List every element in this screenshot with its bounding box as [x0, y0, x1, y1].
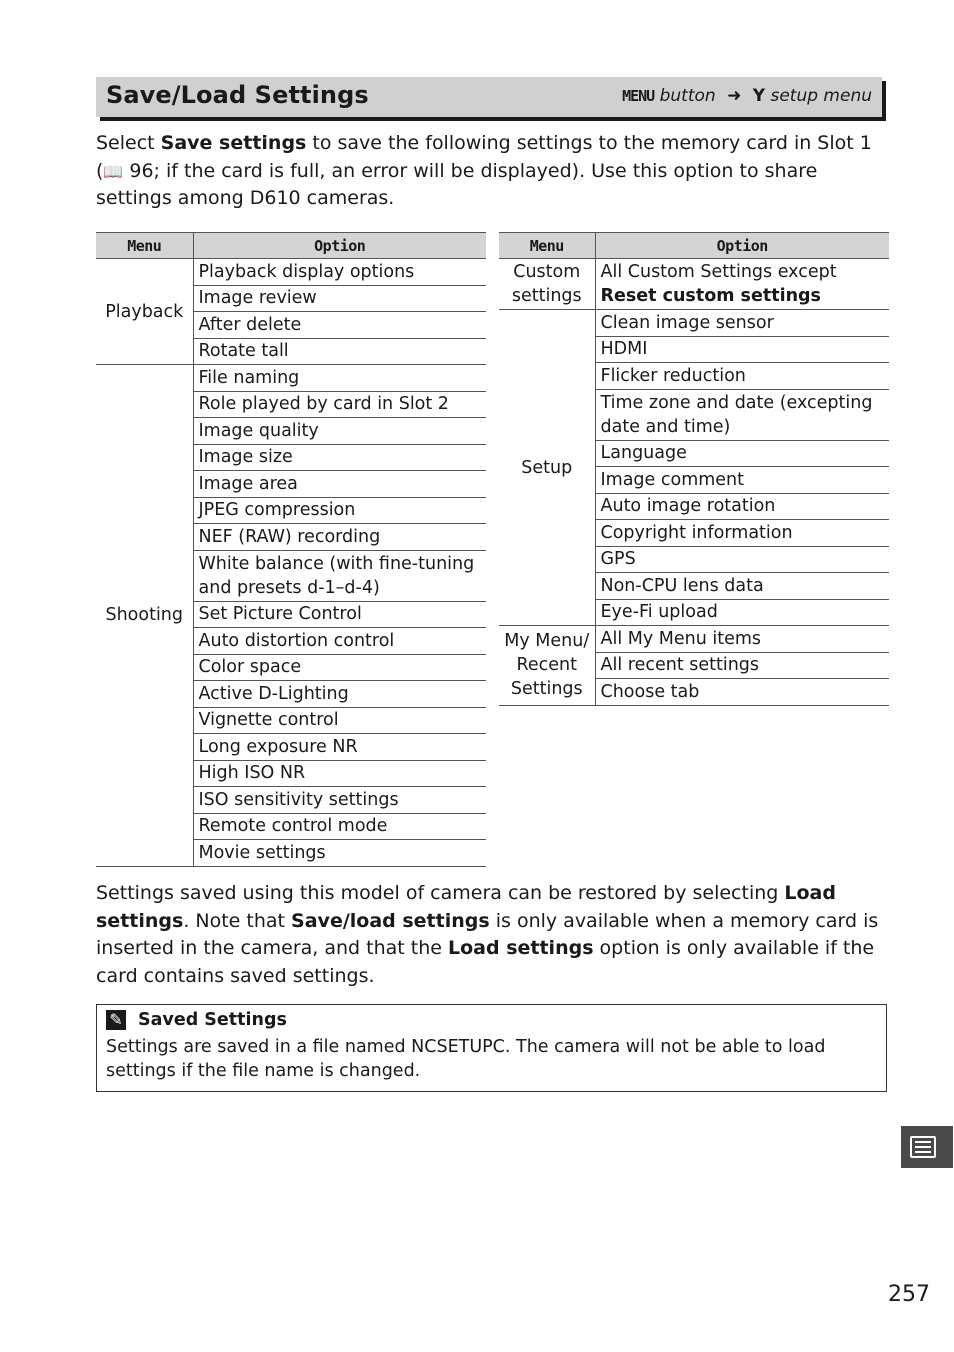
option-cell: Time zone and date (excepting date and time)	[595, 389, 889, 440]
menu-path	[622, 86, 872, 106]
arrow-icon: ➜	[727, 86, 742, 106]
option-cell: All My Menu items	[595, 626, 889, 653]
option-cell: Set Picture Control	[193, 601, 486, 628]
option-cell: High ISO NR	[193, 760, 486, 787]
option-cell: Remote control mode	[193, 813, 486, 840]
option-cell: Image size	[193, 444, 486, 471]
option-cell: Role played by card in Slot 2	[193, 391, 486, 418]
page-title: Save/Load Settings	[106, 81, 369, 109]
table-row	[96, 365, 486, 392]
menu-cell: Custom settings	[499, 259, 595, 310]
menu-cell: My Menu/ Recent Settings	[499, 626, 595, 706]
option-cell: Image area	[193, 471, 486, 498]
option-cell: Choose tab	[595, 679, 889, 706]
intro-paragraph: Select Save settings to save the following settings to the memory card in Slot 1 (📖 96; if the card is full, an error will be displayed). Use this option to share settings among D610 cameras.	[96, 132, 872, 209]
option-cell: HDMI	[595, 336, 889, 363]
table-row	[499, 310, 889, 337]
option-cell: Playback display options	[193, 259, 486, 286]
option-cell: After delete	[193, 312, 486, 339]
menu-button-label: MENU	[622, 87, 655, 105]
note-body: Settings are saved in a file named NCSETUPC. The camera will not be able to load settings if the file name is changed.	[106, 1037, 826, 1081]
option-cell: GPS	[595, 546, 889, 573]
option-cell: Movie settings	[193, 840, 486, 867]
column-header-menu: Menu	[96, 233, 193, 259]
option-cell: Rotate tall	[193, 338, 486, 365]
option-cell: Eye-Fi upload	[595, 599, 889, 626]
option-cell: Auto image rotation	[595, 493, 889, 520]
column-header-option: Option	[595, 233, 889, 259]
option-cell: Long exposure NR	[193, 734, 486, 761]
menu-cell: Shooting	[96, 365, 193, 867]
book-icon: 📖	[103, 161, 124, 181]
option-cell: Active D-Lighting	[193, 681, 486, 708]
option-cell: All recent settings	[595, 652, 889, 679]
option-cell: White balance (with fine-tuning and presets d-1–d-4)	[193, 550, 486, 601]
option-cell: Vignette control	[193, 707, 486, 734]
column-header-option: Option	[193, 233, 486, 259]
option-cell: Clean image sensor	[595, 310, 889, 337]
column-header-menu: Menu	[499, 233, 595, 259]
settings-table-right	[499, 232, 889, 706]
outro-paragraph: Settings saved using this model of camera can be restored by selecting Load settings. Note that Save/load settings is only available when a memory card is inserted in the camera, and that the Load settings option is only available if the card contains saved settings.	[96, 882, 879, 987]
settings-table-left	[96, 232, 486, 867]
option-cell: Image quality	[193, 418, 486, 445]
option-cell: Image comment	[595, 467, 889, 494]
wrench-icon: Y	[752, 86, 766, 106]
note-title: Saved Settings	[138, 1010, 287, 1030]
option-cell: Flicker reduction	[595, 363, 889, 390]
setup-menu-label: setup menu	[770, 86, 872, 106]
option-cell: Non-CPU lens data	[595, 573, 889, 600]
pencil-icon: ✎	[106, 1010, 126, 1030]
option-cell: Copyright information	[595, 520, 889, 547]
note-box	[96, 1004, 887, 1092]
button-word: button	[659, 86, 716, 106]
table-row	[499, 259, 889, 310]
option-cell: File naming	[193, 365, 486, 392]
section-header	[96, 77, 882, 117]
menu-cell: Playback	[96, 259, 193, 365]
option-cell: All Custom Settings except Reset custom settings	[595, 259, 889, 310]
option-cell: JPEG compression	[193, 497, 486, 524]
option-cell: Language	[595, 440, 889, 467]
table-row	[499, 626, 889, 653]
setup-menu-icon	[910, 1136, 936, 1158]
page-number: 257	[888, 1282, 930, 1307]
menu-cell: Setup	[499, 310, 595, 626]
option-cell: Auto distortion control	[193, 628, 486, 655]
option-cell: NEF (RAW) recording	[193, 524, 486, 551]
table-row	[96, 259, 486, 286]
option-cell: Image review	[193, 285, 486, 312]
option-cell: ISO sensitivity settings	[193, 787, 486, 814]
section-tab[interactable]	[901, 1126, 953, 1168]
option-cell: Color space	[193, 654, 486, 681]
